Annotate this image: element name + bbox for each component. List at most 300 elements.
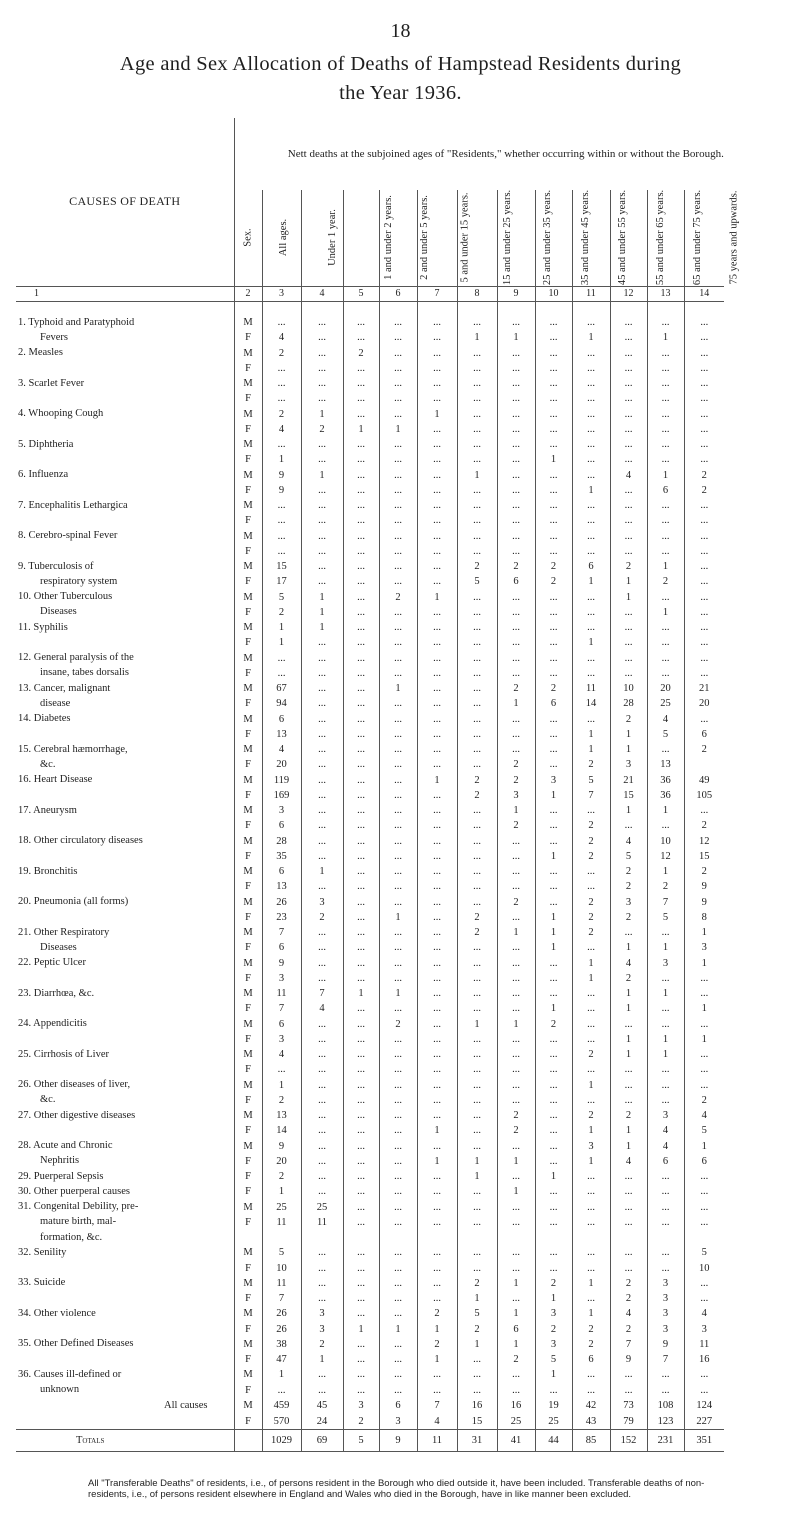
value-cell: 2 bbox=[262, 1093, 301, 1108]
sex-cell: M bbox=[234, 895, 262, 910]
all-causes-value: 24 bbox=[301, 1414, 343, 1430]
cause-cell: 17. Aneurysm bbox=[18, 804, 77, 816]
cause-cell: 36. Causes ill-defined or bbox=[18, 1368, 122, 1380]
value-cell: ... bbox=[610, 330, 647, 345]
value-cell: 3 bbox=[684, 940, 724, 955]
column-header: 15 and under 25 years. bbox=[457, 190, 497, 286]
cause-cell bbox=[16, 1062, 234, 1077]
value-cell: 11 bbox=[684, 1337, 724, 1352]
value-cell: 5 bbox=[457, 1306, 497, 1321]
sex-cell: F bbox=[234, 513, 262, 528]
value-cell: ... bbox=[497, 544, 535, 559]
table-row bbox=[16, 651, 777, 666]
table-row bbox=[16, 1139, 777, 1154]
value-cell: 36 bbox=[647, 773, 684, 788]
value-cell: ... bbox=[572, 803, 610, 818]
value-cell: 7 bbox=[610, 1337, 647, 1352]
value-cell: ... bbox=[343, 1352, 379, 1367]
value-cell bbox=[343, 1230, 379, 1245]
value-cell: ... bbox=[535, 956, 572, 971]
value-cell: ... bbox=[379, 605, 417, 620]
value-cell bbox=[417, 1230, 457, 1245]
table-row bbox=[16, 803, 777, 818]
value-cell: ... bbox=[684, 407, 724, 422]
value-cell: ... bbox=[535, 1108, 572, 1123]
value-cell: 1 bbox=[379, 681, 417, 696]
value-cell: ... bbox=[379, 391, 417, 406]
value-cell: ... bbox=[417, 849, 457, 864]
value-cell: ... bbox=[301, 483, 343, 498]
cause-cell: 15. Cerebral hæmorrhage, bbox=[18, 743, 128, 755]
sex-cell: F bbox=[234, 849, 262, 864]
value-cell: ... bbox=[379, 895, 417, 910]
sex-cell: M bbox=[234, 468, 262, 483]
value-cell: ... bbox=[535, 864, 572, 879]
value-cell: ... bbox=[379, 407, 417, 422]
value-cell: ... bbox=[684, 803, 724, 818]
value-cell: ... bbox=[610, 1367, 647, 1382]
column-number: 9 bbox=[497, 286, 535, 301]
value-cell: ... bbox=[457, 1108, 497, 1123]
value-cell: ... bbox=[647, 1017, 684, 1032]
value-cell: ... bbox=[684, 1184, 724, 1199]
cause-cell: Fevers bbox=[40, 331, 68, 343]
value-cell: ... bbox=[379, 452, 417, 467]
value-cell: 1 bbox=[417, 1322, 457, 1337]
sex-cell: F bbox=[234, 1261, 262, 1276]
value-cell: 1 bbox=[262, 452, 301, 467]
table-row bbox=[16, 681, 777, 696]
value-cell: ... bbox=[647, 1078, 684, 1093]
value-cell: ... bbox=[572, 1001, 610, 1016]
cause-cell bbox=[16, 879, 234, 894]
value-cell: 2 bbox=[684, 742, 724, 757]
table-row bbox=[16, 1032, 777, 1047]
column-number: 5 bbox=[343, 286, 379, 301]
sex-cell: F bbox=[234, 1215, 262, 1230]
value-cell: 5 bbox=[647, 727, 684, 742]
value-cell: ... bbox=[457, 590, 497, 605]
table-row bbox=[16, 1291, 777, 1306]
value-cell: 12 bbox=[647, 849, 684, 864]
value-cell: ... bbox=[535, 361, 572, 376]
value-cell bbox=[535, 1230, 572, 1245]
value-cell: ... bbox=[535, 1093, 572, 1108]
value-cell: ... bbox=[497, 864, 535, 879]
cause-cell bbox=[16, 544, 234, 559]
value-cell: ... bbox=[572, 651, 610, 666]
value-cell: ... bbox=[535, 513, 572, 528]
value-cell: 5 bbox=[684, 1123, 724, 1138]
value-cell: ... bbox=[301, 574, 343, 589]
value-cell: 1 bbox=[535, 1367, 572, 1382]
all-causes-value: 3 bbox=[343, 1398, 379, 1414]
value-cell: 2 bbox=[572, 1322, 610, 1337]
value-cell: 67 bbox=[262, 681, 301, 696]
value-cell: ... bbox=[497, 1169, 535, 1184]
value-cell: ... bbox=[417, 1093, 457, 1108]
value-cell: 2 bbox=[610, 712, 647, 727]
value-cell: 2 bbox=[684, 1093, 724, 1108]
value-cell: 2 bbox=[497, 895, 535, 910]
cause-cell: 22. Peptic Ulcer bbox=[18, 957, 86, 969]
value-cell: 1 bbox=[572, 330, 610, 345]
value-cell bbox=[379, 1230, 417, 1245]
value-cell: ... bbox=[647, 452, 684, 467]
value-cell: ... bbox=[497, 1093, 535, 1108]
value-cell: ... bbox=[647, 666, 684, 681]
value-cell: ... bbox=[301, 315, 343, 330]
value-cell: ... bbox=[343, 727, 379, 742]
value-cell: ... bbox=[610, 651, 647, 666]
value-cell: ... bbox=[535, 895, 572, 910]
value-cell: 20 bbox=[262, 1154, 301, 1169]
value-cell: 3 bbox=[262, 971, 301, 986]
value-cell: ... bbox=[343, 437, 379, 452]
cause-cell bbox=[16, 513, 234, 528]
value-cell: 1 bbox=[379, 910, 417, 925]
cause-cell bbox=[16, 1322, 234, 1337]
sex-cell: F bbox=[234, 940, 262, 955]
value-cell: ... bbox=[301, 1383, 343, 1398]
value-cell: ... bbox=[684, 1200, 724, 1215]
table-row bbox=[16, 986, 777, 1001]
value-cell: 1 bbox=[262, 1078, 301, 1093]
cause-cell: 33. Suicide bbox=[18, 1277, 66, 1289]
value-cell: 1 bbox=[301, 407, 343, 422]
value-cell: ... bbox=[684, 635, 724, 650]
value-cell: 7 bbox=[262, 1291, 301, 1306]
value-cell: ... bbox=[262, 437, 301, 452]
table-row bbox=[16, 1154, 777, 1169]
value-cell: 9 bbox=[684, 895, 724, 910]
value-cell: ... bbox=[647, 346, 684, 361]
sex-cell: F bbox=[234, 1062, 262, 1077]
value-cell: 1 bbox=[572, 1306, 610, 1321]
column-number: 7 bbox=[417, 286, 457, 301]
table-row bbox=[16, 559, 777, 574]
value-cell: ... bbox=[610, 1169, 647, 1184]
value-cell: 2 bbox=[497, 559, 535, 574]
sex-cell: M bbox=[234, 1245, 262, 1260]
value-cell: ... bbox=[457, 620, 497, 635]
value-cell: ... bbox=[572, 605, 610, 620]
value-cell: ... bbox=[497, 1261, 535, 1276]
value-cell: 1 bbox=[647, 1047, 684, 1062]
value-cell: ... bbox=[572, 422, 610, 437]
totals-value: 152 bbox=[610, 1430, 647, 1452]
sex-cell: M bbox=[234, 1078, 262, 1093]
value-cell: 2 bbox=[684, 864, 724, 879]
value-cell: 1 bbox=[457, 330, 497, 345]
value-cell: 1 bbox=[417, 1123, 457, 1138]
value-cell: 26 bbox=[262, 1306, 301, 1321]
sex-cell: F bbox=[234, 544, 262, 559]
value-cell: ... bbox=[535, 1032, 572, 1047]
value-cell: ... bbox=[417, 498, 457, 513]
value-cell: ... bbox=[417, 1001, 457, 1016]
value-cell: 1 bbox=[497, 1017, 535, 1032]
table-row bbox=[16, 1276, 777, 1291]
value-cell: 1 bbox=[572, 1078, 610, 1093]
cause-cell bbox=[16, 422, 234, 437]
value-cell: ... bbox=[343, 940, 379, 955]
value-cell: 2 bbox=[262, 1169, 301, 1184]
sex-cell: M bbox=[234, 498, 262, 513]
value-cell: ... bbox=[301, 681, 343, 696]
value-cell: ... bbox=[457, 1123, 497, 1138]
value-cell: ... bbox=[572, 315, 610, 330]
value-cell: ... bbox=[684, 376, 724, 391]
value-cell: ... bbox=[301, 559, 343, 574]
value-cell: 2 bbox=[610, 864, 647, 879]
value-cell: ... bbox=[647, 1001, 684, 1016]
column-number: 6 bbox=[379, 286, 417, 301]
all-causes-value: 2 bbox=[343, 1414, 379, 1430]
value-cell: ... bbox=[379, 1093, 417, 1108]
value-cell: ... bbox=[301, 879, 343, 894]
value-cell: 1 bbox=[262, 620, 301, 635]
value-cell: 1 bbox=[572, 1123, 610, 1138]
value-cell: 4 bbox=[610, 834, 647, 849]
value-cell: ... bbox=[343, 1139, 379, 1154]
value-cell: ... bbox=[379, 1337, 417, 1352]
value-cell: 4 bbox=[262, 742, 301, 757]
value-cell: ... bbox=[684, 971, 724, 986]
value-cell: ... bbox=[379, 635, 417, 650]
value-cell: 6 bbox=[684, 727, 724, 742]
sex-cell: M bbox=[234, 1276, 262, 1291]
value-cell: 5 bbox=[457, 574, 497, 589]
value-cell: 1 bbox=[610, 803, 647, 818]
value-cell: ... bbox=[417, 483, 457, 498]
value-cell: ... bbox=[343, 773, 379, 788]
value-cell: ... bbox=[684, 1367, 724, 1382]
value-cell: 1 bbox=[647, 605, 684, 620]
value-cell: 169 bbox=[262, 788, 301, 803]
value-cell: ... bbox=[497, 498, 535, 513]
value-cell: ... bbox=[343, 681, 379, 696]
table-row bbox=[16, 757, 777, 772]
value-cell: 11 bbox=[262, 1276, 301, 1291]
value-cell: ... bbox=[417, 834, 457, 849]
value-cell: 1 bbox=[647, 468, 684, 483]
value-cell: ... bbox=[610, 635, 647, 650]
value-cell: ... bbox=[647, 1184, 684, 1199]
table-row bbox=[16, 879, 777, 894]
all-causes-value: 45 bbox=[301, 1398, 343, 1414]
value-cell: ... bbox=[684, 1383, 724, 1398]
column-header: 5 and under 15 years. bbox=[417, 190, 457, 286]
value-cell: ... bbox=[497, 727, 535, 742]
value-cell: ... bbox=[379, 879, 417, 894]
sex-cell: F bbox=[234, 1322, 262, 1337]
value-cell: 2 bbox=[572, 1047, 610, 1062]
value-cell: ... bbox=[457, 437, 497, 452]
value-cell: ... bbox=[535, 1123, 572, 1138]
value-cell: ... bbox=[301, 1367, 343, 1382]
value-cell: ... bbox=[457, 895, 497, 910]
value-cell: 4 bbox=[684, 1306, 724, 1321]
value-cell: ... bbox=[647, 1383, 684, 1398]
value-cell: ... bbox=[647, 498, 684, 513]
sex-cell: F bbox=[234, 1001, 262, 1016]
value-cell: ... bbox=[343, 895, 379, 910]
value-cell: ... bbox=[379, 1001, 417, 1016]
value-cell: ... bbox=[343, 1169, 379, 1184]
value-cell: ... bbox=[379, 483, 417, 498]
value-cell: 1 bbox=[457, 1017, 497, 1032]
value-cell: ... bbox=[379, 1383, 417, 1398]
value-cell: 2 bbox=[572, 1108, 610, 1123]
value-cell: 1 bbox=[457, 468, 497, 483]
value-cell: ... bbox=[301, 1032, 343, 1047]
all-causes-label bbox=[16, 1414, 234, 1430]
value-cell: 9 bbox=[262, 956, 301, 971]
value-cell: 4 bbox=[610, 1154, 647, 1169]
value-cell: ... bbox=[497, 422, 535, 437]
value-cell: ... bbox=[497, 452, 535, 467]
column-number-row bbox=[16, 286, 777, 301]
value-cell: ... bbox=[457, 849, 497, 864]
value-cell: ... bbox=[684, 544, 724, 559]
all-causes-value: 3 bbox=[379, 1414, 417, 1430]
value-cell: ... bbox=[457, 727, 497, 742]
value-cell: 2 bbox=[301, 422, 343, 437]
value-cell: 6 bbox=[572, 559, 610, 574]
value-cell: 6 bbox=[535, 696, 572, 711]
value-cell: ... bbox=[301, 803, 343, 818]
value-cell: 20 bbox=[684, 696, 724, 711]
column-header: All ages. bbox=[262, 190, 301, 286]
value-cell: ... bbox=[457, 1261, 497, 1276]
column-header: 1 and under 2 years. bbox=[343, 190, 379, 286]
cause-cell: 10. Other Tuberculous bbox=[18, 591, 113, 603]
value-cell: ... bbox=[610, 529, 647, 544]
value-cell: ... bbox=[343, 407, 379, 422]
value-cell: ... bbox=[572, 666, 610, 681]
value-cell: ... bbox=[301, 1291, 343, 1306]
value-cell: ... bbox=[343, 376, 379, 391]
cause-cell: disease bbox=[40, 697, 71, 709]
value-cell: ... bbox=[572, 1169, 610, 1184]
value-cell: 2 bbox=[497, 773, 535, 788]
value-cell: ... bbox=[379, 849, 417, 864]
table-row bbox=[16, 925, 777, 940]
value-cell: ... bbox=[572, 712, 610, 727]
value-cell: ... bbox=[301, 666, 343, 681]
value-cell: ... bbox=[497, 666, 535, 681]
table-row bbox=[16, 1200, 777, 1215]
sex-cell: M bbox=[234, 1398, 262, 1414]
value-cell: 2 bbox=[417, 1337, 457, 1352]
value-cell: ... bbox=[457, 696, 497, 711]
value-cell: 2 bbox=[610, 559, 647, 574]
value-cell: ... bbox=[301, 513, 343, 528]
value-cell: 2 bbox=[610, 910, 647, 925]
value-cell: ... bbox=[343, 1032, 379, 1047]
sex-cell: F bbox=[234, 1291, 262, 1306]
value-cell: 1 bbox=[610, 986, 647, 1001]
value-cell: ... bbox=[262, 315, 301, 330]
value-cell: 6 bbox=[497, 1322, 535, 1337]
sex-cell: F bbox=[234, 1352, 262, 1367]
value-cell: 2 bbox=[610, 879, 647, 894]
value-cell: ... bbox=[535, 818, 572, 833]
value-cell: ... bbox=[497, 1215, 535, 1230]
table-row bbox=[16, 773, 777, 788]
value-cell: ... bbox=[457, 1139, 497, 1154]
value-cell: ... bbox=[417, 1276, 457, 1291]
sex-cell: M bbox=[234, 773, 262, 788]
table-row bbox=[16, 956, 777, 971]
value-cell: ... bbox=[572, 1261, 610, 1276]
value-cell: ... bbox=[417, 651, 457, 666]
value-cell: ... bbox=[301, 544, 343, 559]
all-causes-value: 19 bbox=[535, 1398, 572, 1414]
value-cell: 11 bbox=[262, 986, 301, 1001]
value-cell: ... bbox=[379, 803, 417, 818]
value-cell: ... bbox=[379, 376, 417, 391]
value-cell: ... bbox=[417, 1215, 457, 1230]
value-cell: 14 bbox=[572, 696, 610, 711]
value-cell: 2 bbox=[572, 1337, 610, 1352]
value-cell: ... bbox=[535, 635, 572, 650]
value-cell: ... bbox=[343, 864, 379, 879]
table-row bbox=[16, 1383, 777, 1398]
table-row bbox=[16, 407, 777, 422]
value-cell: 1 bbox=[379, 1322, 417, 1337]
value-cell: ... bbox=[497, 986, 535, 1001]
value-cell: ... bbox=[457, 391, 497, 406]
value-cell: ... bbox=[535, 879, 572, 894]
value-cell: ... bbox=[301, 788, 343, 803]
value-cell: 9 bbox=[647, 1337, 684, 1352]
value-cell: ... bbox=[301, 1169, 343, 1184]
column-header: 45 and under 55 years. bbox=[572, 190, 610, 286]
sex-cell: M bbox=[234, 346, 262, 361]
value-cell: ... bbox=[572, 1367, 610, 1382]
sex-cell: M bbox=[234, 1200, 262, 1215]
value-cell: 1 bbox=[647, 864, 684, 879]
value-cell: ... bbox=[610, 1200, 647, 1215]
value-cell: ... bbox=[262, 498, 301, 513]
value-cell: ... bbox=[497, 1367, 535, 1382]
value-cell: ... bbox=[572, 513, 610, 528]
value-cell: ... bbox=[457, 1200, 497, 1215]
value-cell: ... bbox=[535, 1245, 572, 1260]
value-cell: 6 bbox=[684, 1154, 724, 1169]
cause-cell: 3. Scarlet Fever bbox=[18, 377, 85, 389]
value-cell: ... bbox=[343, 620, 379, 635]
value-cell: 6 bbox=[647, 1154, 684, 1169]
value-cell: ... bbox=[379, 940, 417, 955]
value-cell: ... bbox=[301, 1108, 343, 1123]
table-row bbox=[16, 529, 777, 544]
totals-value: 44 bbox=[535, 1430, 572, 1452]
value-cell: ... bbox=[457, 834, 497, 849]
cause-cell: formation, &c. bbox=[40, 1231, 103, 1243]
cause-cell: 29. Puerperal Sepsis bbox=[18, 1170, 104, 1182]
value-cell: ... bbox=[301, 1047, 343, 1062]
cause-cell bbox=[16, 818, 234, 833]
value-cell: 25 bbox=[262, 1200, 301, 1215]
value-cell: 5 bbox=[572, 773, 610, 788]
table-row bbox=[16, 742, 777, 757]
value-cell: ... bbox=[497, 879, 535, 894]
table-row bbox=[16, 1062, 777, 1077]
value-cell: ... bbox=[379, 1306, 417, 1321]
